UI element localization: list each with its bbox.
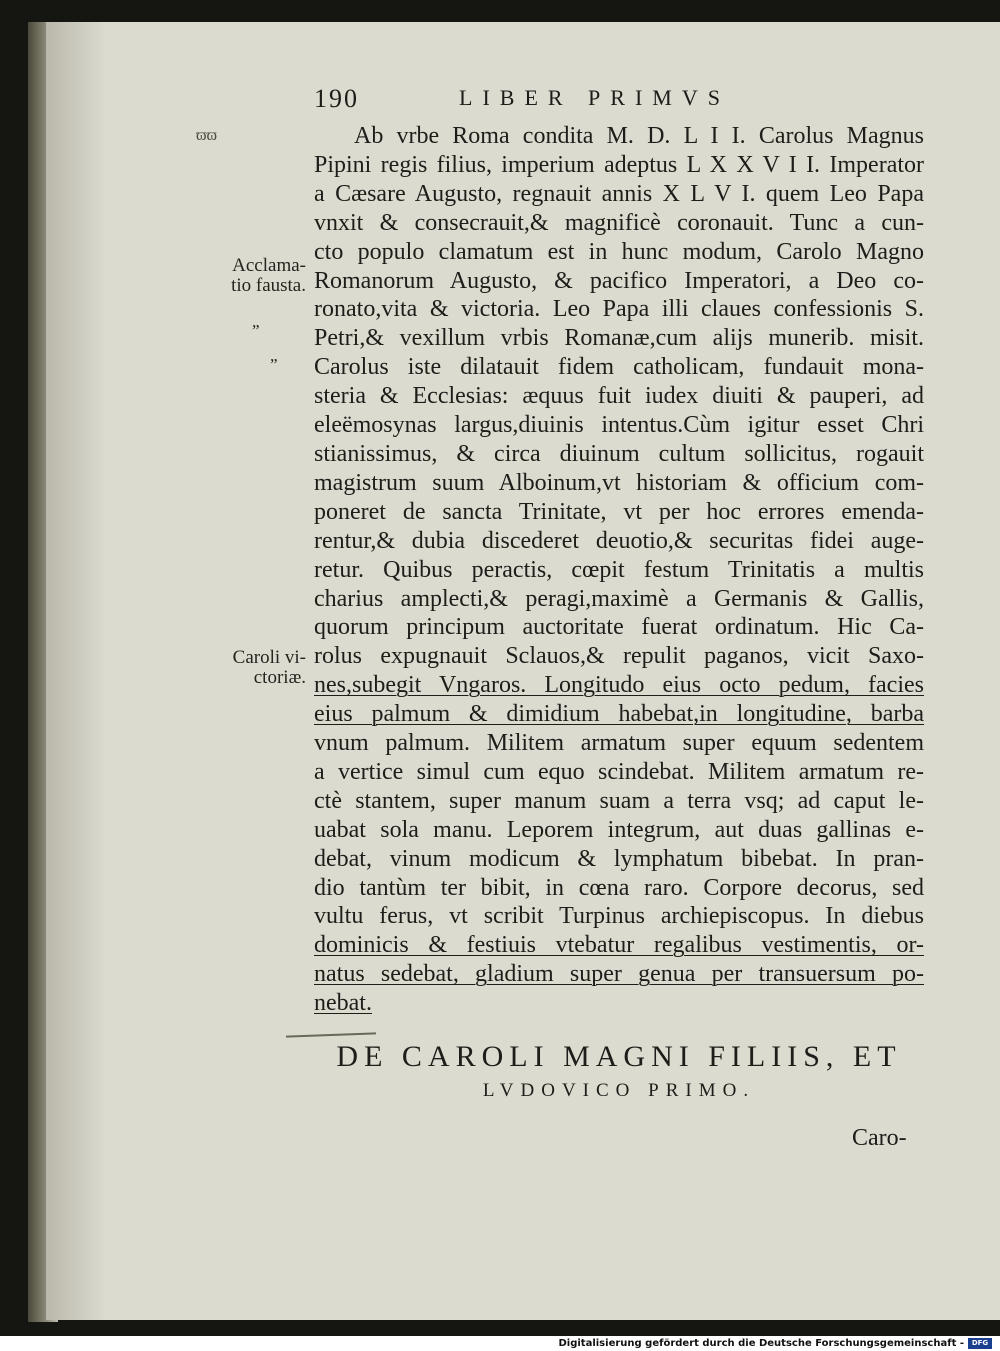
margin-mark: ϖϖ <box>196 127 218 144</box>
text-line: uabat sola manu. Leporem integrum, aut duas gallinas e- <box>314 816 924 843</box>
marginal-note-caroli <box>176 648 306 688</box>
text-line: magistrum suum Alboinum,vt historiam & officium com- <box>314 469 924 496</box>
text-line: poneret de sancta Trinitate, vt per hoc errores emenda- <box>314 498 924 525</box>
text-line: retur. Quibus peractis, cœpit festum Trinitatis a multis <box>314 556 924 583</box>
text-line: dio tantùm ter bibit, in cœna raro. Corpore decorus, sed <box>314 874 924 901</box>
text-line: cto populo clamatum est in hunc modum, Carolo Magno <box>314 238 924 265</box>
text-line: steria & Ecclesias: æquus fuit iudex diuiti & pauperi, ad <box>314 383 924 410</box>
text-line: ctè stantem, super manum suam a terra vsq; ad caput le- <box>314 787 924 814</box>
running-header <box>314 82 954 122</box>
text-line: a vertice simul cum equo scindebat. Militem armatum re- <box>314 758 924 785</box>
text-line: a Cæsare Augusto, regnauit annis X L V I. quem Leo Papa <box>314 180 924 207</box>
page-number: 190 <box>314 84 359 113</box>
catchword: Caro- <box>852 1125 907 1151</box>
text-line-underlined: nebat. <box>314 990 372 1017</box>
text-line: rolus expugnauit Sclauos,& repulit paganos, vicit Saxo- <box>314 643 924 670</box>
text-line: Petri,& vexillum vrbis Romanæ,cum alijs munerib. misit. <box>314 325 924 352</box>
text-line-underlined: eius palmum & dimidium habebat,in longitudine, barba <box>314 701 924 728</box>
text-line: Pipini regis filius, imperium adeptus L X X V I I. Imperator <box>314 151 924 178</box>
body-text <box>314 122 954 1018</box>
marginal-note-line: tio fausta. <box>231 275 306 296</box>
marginal-note-acclamatio <box>176 256 306 296</box>
text-line: ronato,vita & victoria. Leo Papa illi claues confessionis S. <box>314 296 924 323</box>
book-page <box>46 22 1000 1320</box>
marginal-quote-mark: „ <box>252 312 260 331</box>
text-line: Ab vrbe Roma condita M. D. L I I. Carolus Magnus <box>354 123 924 149</box>
text-line-underlined: nes,subegit Vngaros. Longitudo eius octo pedum, facies <box>314 672 924 699</box>
running-title: LIBER PRIMVS <box>459 85 730 110</box>
text-line: vnum palmum. Militem armatum super equum sedentem <box>314 730 924 757</box>
text-line: vnxit & consecrauit,& magnificè coronauit. Tunc a cun- <box>314 209 924 236</box>
section-heading <box>314 1040 924 1102</box>
marginal-note-line: ctoriæ. <box>253 667 306 688</box>
text-line: stianissimus, & circa diuinum cultum sollicitus, rogauit <box>314 440 924 467</box>
text-line: vultu ferus, vt scribit Turpinus archiepiscopus. In diebus <box>314 903 924 930</box>
heading-line: DE CAROLI MAGNI FILIIS, ET <box>336 1040 902 1073</box>
text-line: rentur,& dubia discederet deuotio,& securitas fidei auge- <box>314 527 924 554</box>
marginal-quote-mark: „ <box>270 346 278 365</box>
text-line: Romanorum Augusto, & pacifico Imperatori, a Deo co- <box>314 267 924 294</box>
heading-subline: LVDOVICO PRIMO. <box>482 1080 756 1101</box>
footer-bar <box>0 1336 1000 1351</box>
text-line: Carolus iste dilatauit fidem catholicam, fundauit mona- <box>314 354 924 381</box>
footer-credit: Digitalisierung gefördert durch die Deutsche Forschungsgemeinschaft - <box>558 1338 964 1349</box>
text-line: debat, vinum modicum & lymphatum bibebat. In pran- <box>314 845 924 872</box>
marginal-note-line: Acclama- <box>232 255 306 276</box>
handwritten-underline <box>286 1032 376 1037</box>
text-line: eleëmosynas largus,diuinis intentus.Cùm igitur esset Chri <box>314 412 924 439</box>
text-line: quorum principum auctoritate fuerat ordinatum. Hic Ca- <box>314 614 924 641</box>
marginal-note-line: Caroli vi- <box>232 647 306 668</box>
text-line-underlined: dominicis & festiuis vtebatur regalibus vestimentis, or- <box>314 932 924 959</box>
text-line: charius amplecti,& peragi,maximè a Germanis & Gallis, <box>314 585 924 612</box>
text-line-underlined: natus sedebat, gladium super genua per transuersum po- <box>314 961 924 988</box>
dfg-logo-icon: DFG <box>968 1338 992 1349</box>
